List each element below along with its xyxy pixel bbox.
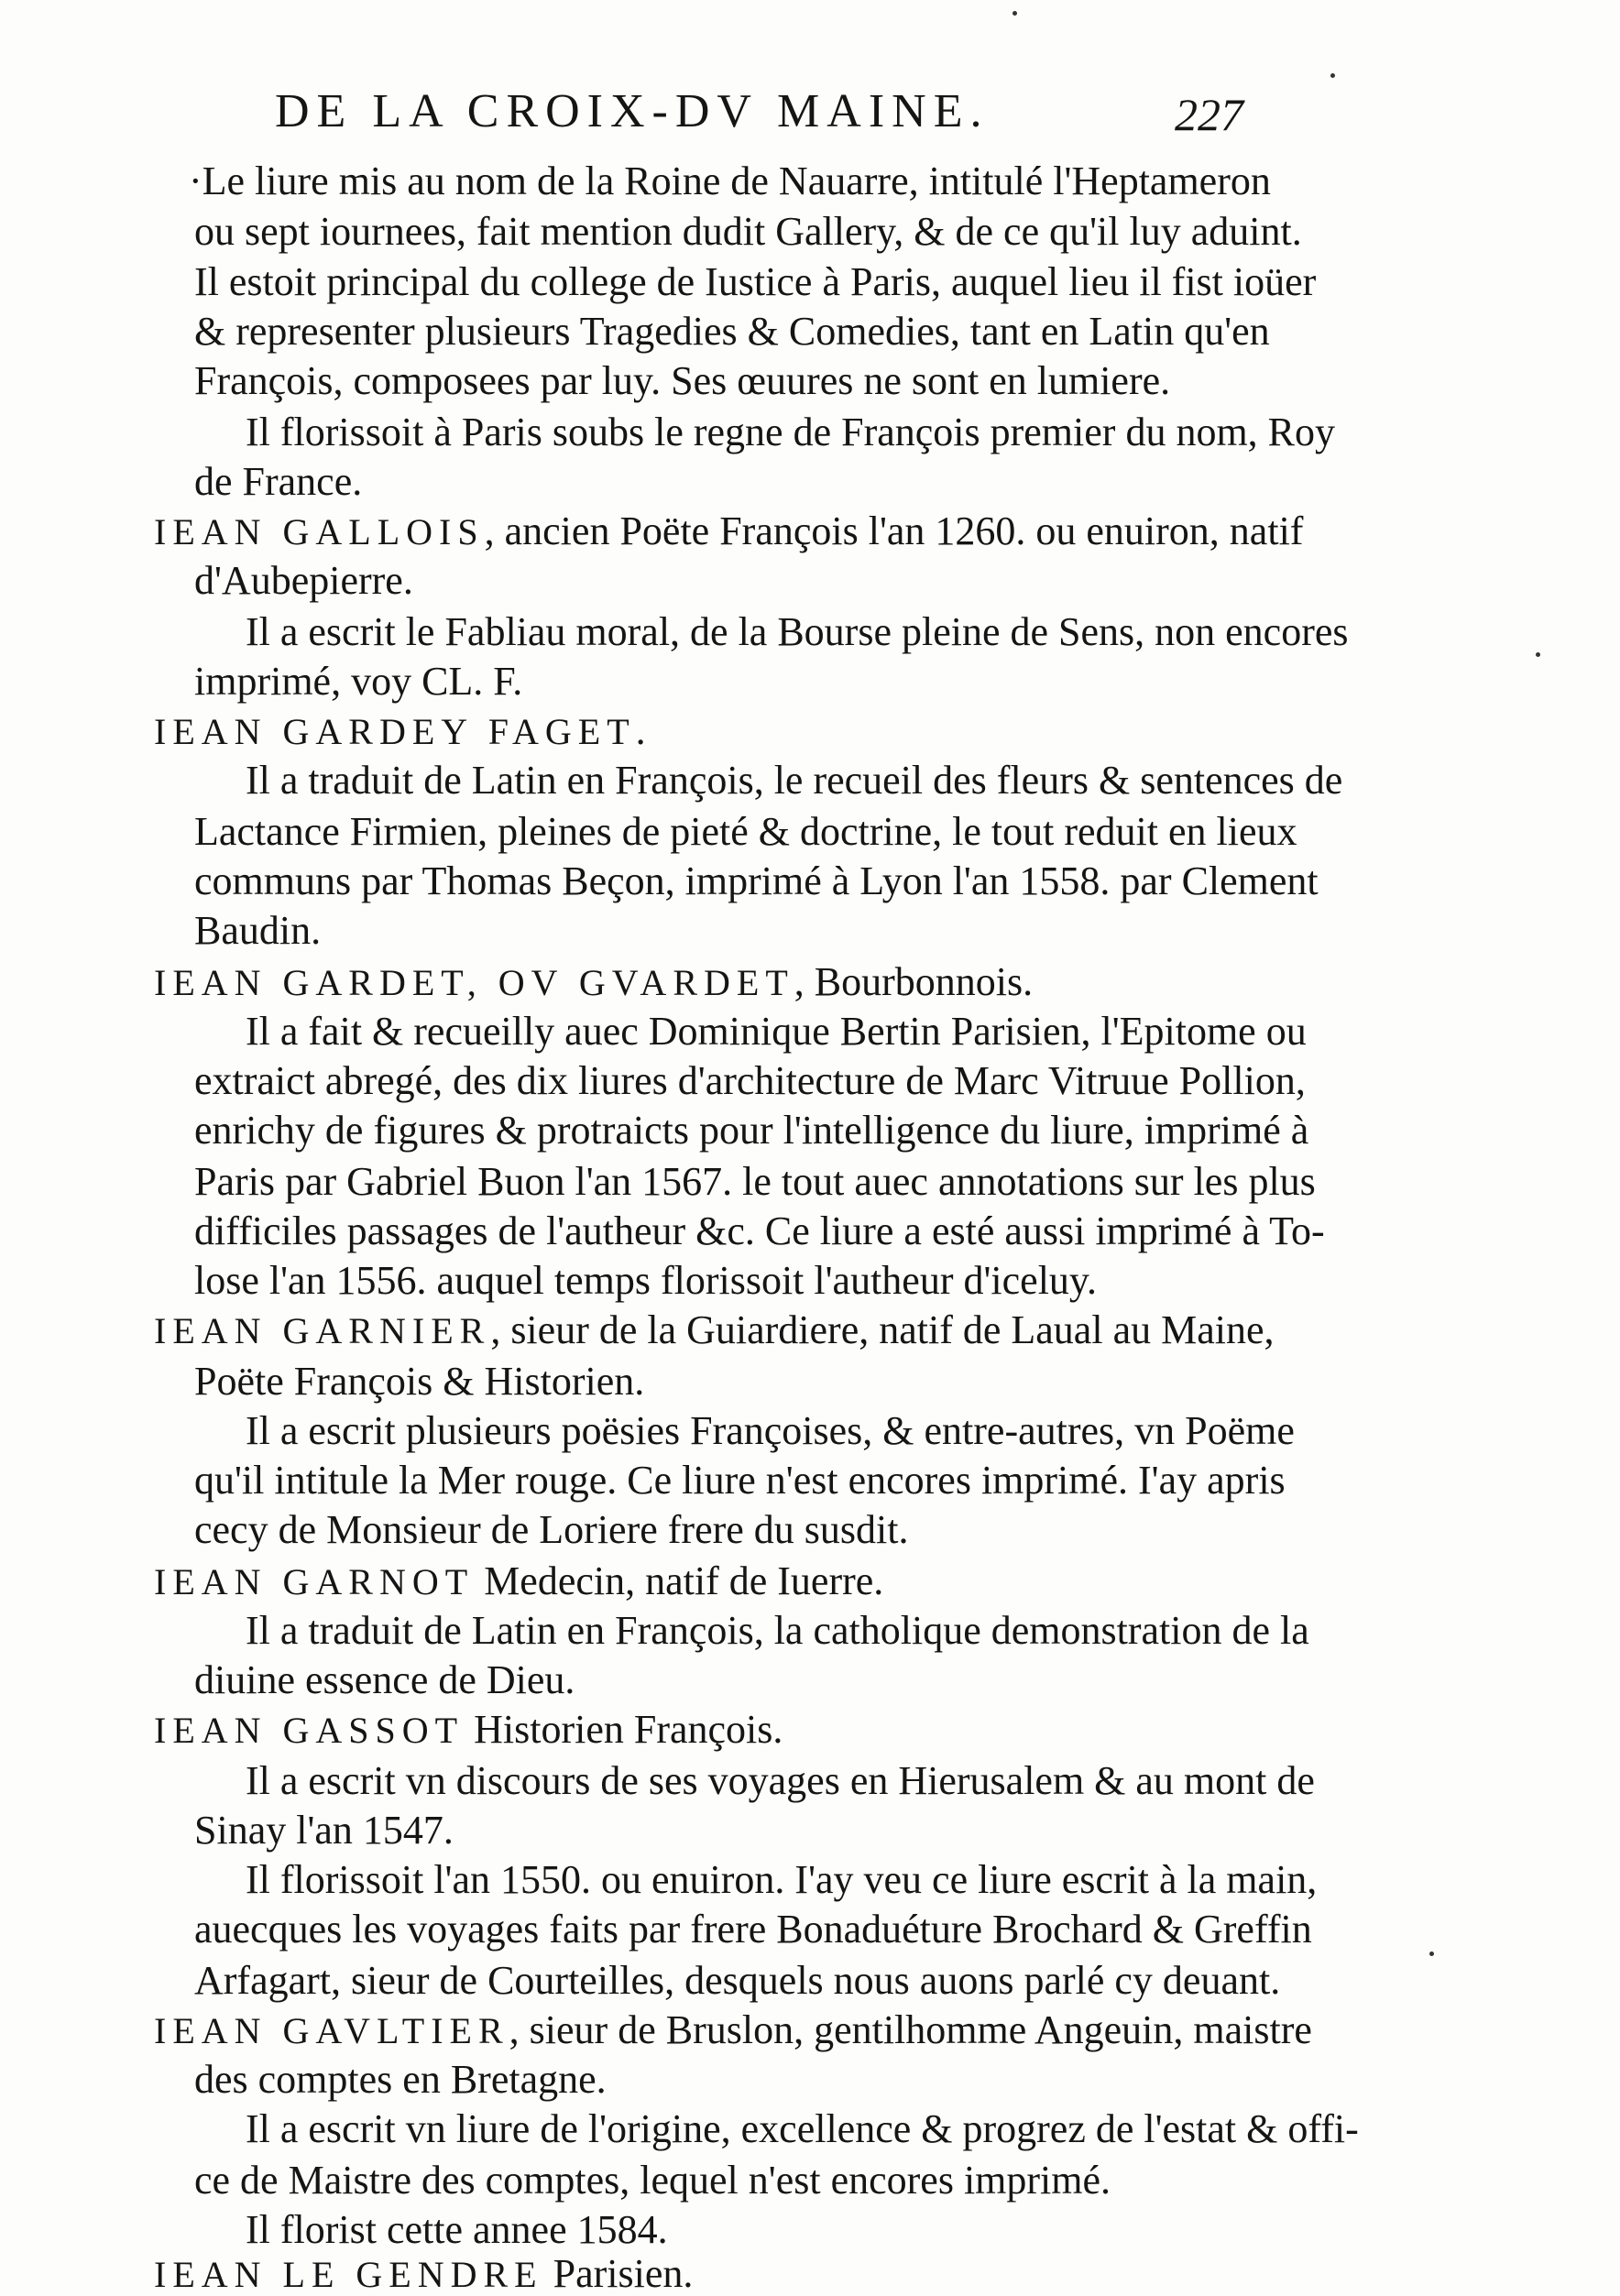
text-line: difficiles passages de l'autheur &c. Ce liure a esté aussi imprimé à To- — [194, 1208, 1325, 1253]
text-line: François, composees par luy. Ses œuures ne sont en lumiere. — [194, 358, 1171, 403]
ink-speck — [1012, 11, 1017, 16]
text-line: cecy de Monsieur de Loriere frere du susdit. — [194, 1507, 909, 1552]
text-line: Il a escrit le Fabliau moral, de la Bourse pleine de Sens, non encores — [246, 609, 1349, 654]
page-number: 227 — [1175, 89, 1243, 140]
text-line: ce de Maistre des comptes, lequel n'est encores imprimé. — [194, 2158, 1111, 2203]
ink-speck — [1429, 1952, 1434, 1956]
text-line: ou sept iournees, fait mention dudit Gallery, & de ce qu'il luy aduint. — [194, 209, 1302, 254]
entry-heading — [154, 2007, 1312, 2052]
entry-heading-text: . — [635, 708, 646, 753]
entry-heading — [154, 1707, 783, 1752]
text-line: diuine essence de Dieu. — [194, 1657, 575, 1702]
text-line: Arfagart, sieur de Courteilles, desquels nous auons parlé cy deuant. — [194, 1958, 1281, 2003]
text-line: ·Le liure mis au nom de la Roine de Nauarre, intitulé l'Heptameron — [189, 159, 1271, 203]
text-line: Il florissoit l'an 1550. ou enuiron. I'ay veu ce liure escrit à la main, — [246, 1857, 1318, 1902]
text-line: Lactance Firmien, pleines de pieté & doctrine, le tout reduit en lieux — [194, 809, 1297, 854]
entry-heading — [154, 508, 1304, 553]
author-name: IEAN GARNIER — [154, 1310, 491, 1351]
text-line: Poëte François & Historien. — [194, 1359, 645, 1404]
entry-heading-text: , sieur de Bruslon, gentilhomme Angeuin, maistre — [509, 2007, 1312, 2052]
text-line: Il a fait & recueilly auec Dominique Bertin Parisien, l'Epitome ou — [246, 1009, 1307, 1054]
text-line: Il a traduit de Latin en François, le recueil des fleurs & sentences de — [246, 758, 1343, 803]
entry-heading — [154, 708, 646, 753]
text-line: Il florissoit à Paris soubs le regne de François premier du nom, Roy — [246, 410, 1336, 454]
text-line: d'Aubepierre. — [194, 558, 413, 603]
author-name: IEAN GALLOIS — [154, 511, 485, 552]
text-line: Paris par Gabriel Buon l'an 1567. le tout auec annotations sur les plus — [194, 1159, 1316, 1204]
entry-heading-text: Parisien. — [542, 2251, 694, 2296]
text-line: Sinay l'an 1547. — [194, 1808, 454, 1853]
text-line: & representer plusieurs Tragedies & Comedies, tant en Latin qu'en — [194, 309, 1270, 354]
text-line: Il a escrit vn discours de ses voyages en Hierusalem & au mont de — [246, 1758, 1315, 1803]
text-line: communs par Thomas Beçon, imprimé à Lyon l'an 1558. par Clement — [194, 858, 1319, 903]
text-line: enrichy de figures & protraicts pour l'intelligence du liure, imprimé à — [194, 1108, 1309, 1153]
text-line: Il florist cette annee 1584. — [246, 2207, 668, 2252]
running-header: DE LA CROIX-DV MAINE. — [275, 85, 990, 137]
text-line: auecques les voyages faits par frere Bonaduéture Brochard & Greffin — [194, 1907, 1312, 1952]
author-name: IEAN GARDEY FAGET — [154, 711, 636, 752]
text-line: lose l'an 1556. auquel temps florissoit l'autheur d'iceluy. — [194, 1258, 1098, 1303]
text-line: Il a escrit plusieurs poësies Françoises, & entre-autres, vn Poëme — [246, 1408, 1295, 1453]
text-line: de France. — [194, 459, 363, 504]
entry-heading-text: Historien François. — [464, 1707, 783, 1752]
entry-heading — [154, 1307, 1275, 1352]
ink-speck — [1330, 73, 1335, 78]
entry-heading-text: , sieur de la Guiardiere, natif de Laual au Maine, — [490, 1307, 1275, 1352]
text-line: Il a escrit vn liure de l'origine, excellence & progrez de l'estat & offi- — [246, 2106, 1359, 2151]
author-name: IEAN LE GENDRE — [154, 2254, 543, 2295]
text-line: Il a traduit de Latin en François, la catholique demonstration de la — [246, 1608, 1309, 1653]
author-name: IEAN GARNOT — [154, 1561, 475, 1602]
entry-heading-text: , ancien Poëte François l'an 1260. ou enuiron, natif — [484, 508, 1304, 553]
text-line: qu'il intitule la Mer rouge. Ce liure n'est encores imprimé. I'ay apris — [194, 1458, 1286, 1503]
text-line: des comptes en Bretagne. — [194, 2057, 607, 2102]
text-line: Il estoit principal du college de Iustice à Paris, auquel lieu il fist ioüer — [194, 259, 1317, 304]
text-line: imprimé, voy CL. F. — [194, 659, 523, 704]
entry-heading — [154, 1558, 884, 1603]
ink-speck — [1536, 652, 1540, 657]
text-line: Baudin. — [194, 908, 322, 953]
entry-heading-text: , Bourbonnois. — [794, 959, 1034, 1004]
entry-heading — [154, 2251, 694, 2296]
author-name: IEAN GAVLTIER — [154, 2010, 509, 2051]
author-name: IEAN GARDET, OV GVARDET — [154, 962, 794, 1003]
text-line: extraict abregé, des dix liures d'architecture de Marc Vitruue Pollion, — [194, 1058, 1306, 1103]
entry-heading-text: Medecin, natif de Iuerre. — [474, 1558, 884, 1603]
author-name: IEAN GASSOT — [154, 1710, 465, 1751]
entry-heading — [154, 959, 1034, 1004]
